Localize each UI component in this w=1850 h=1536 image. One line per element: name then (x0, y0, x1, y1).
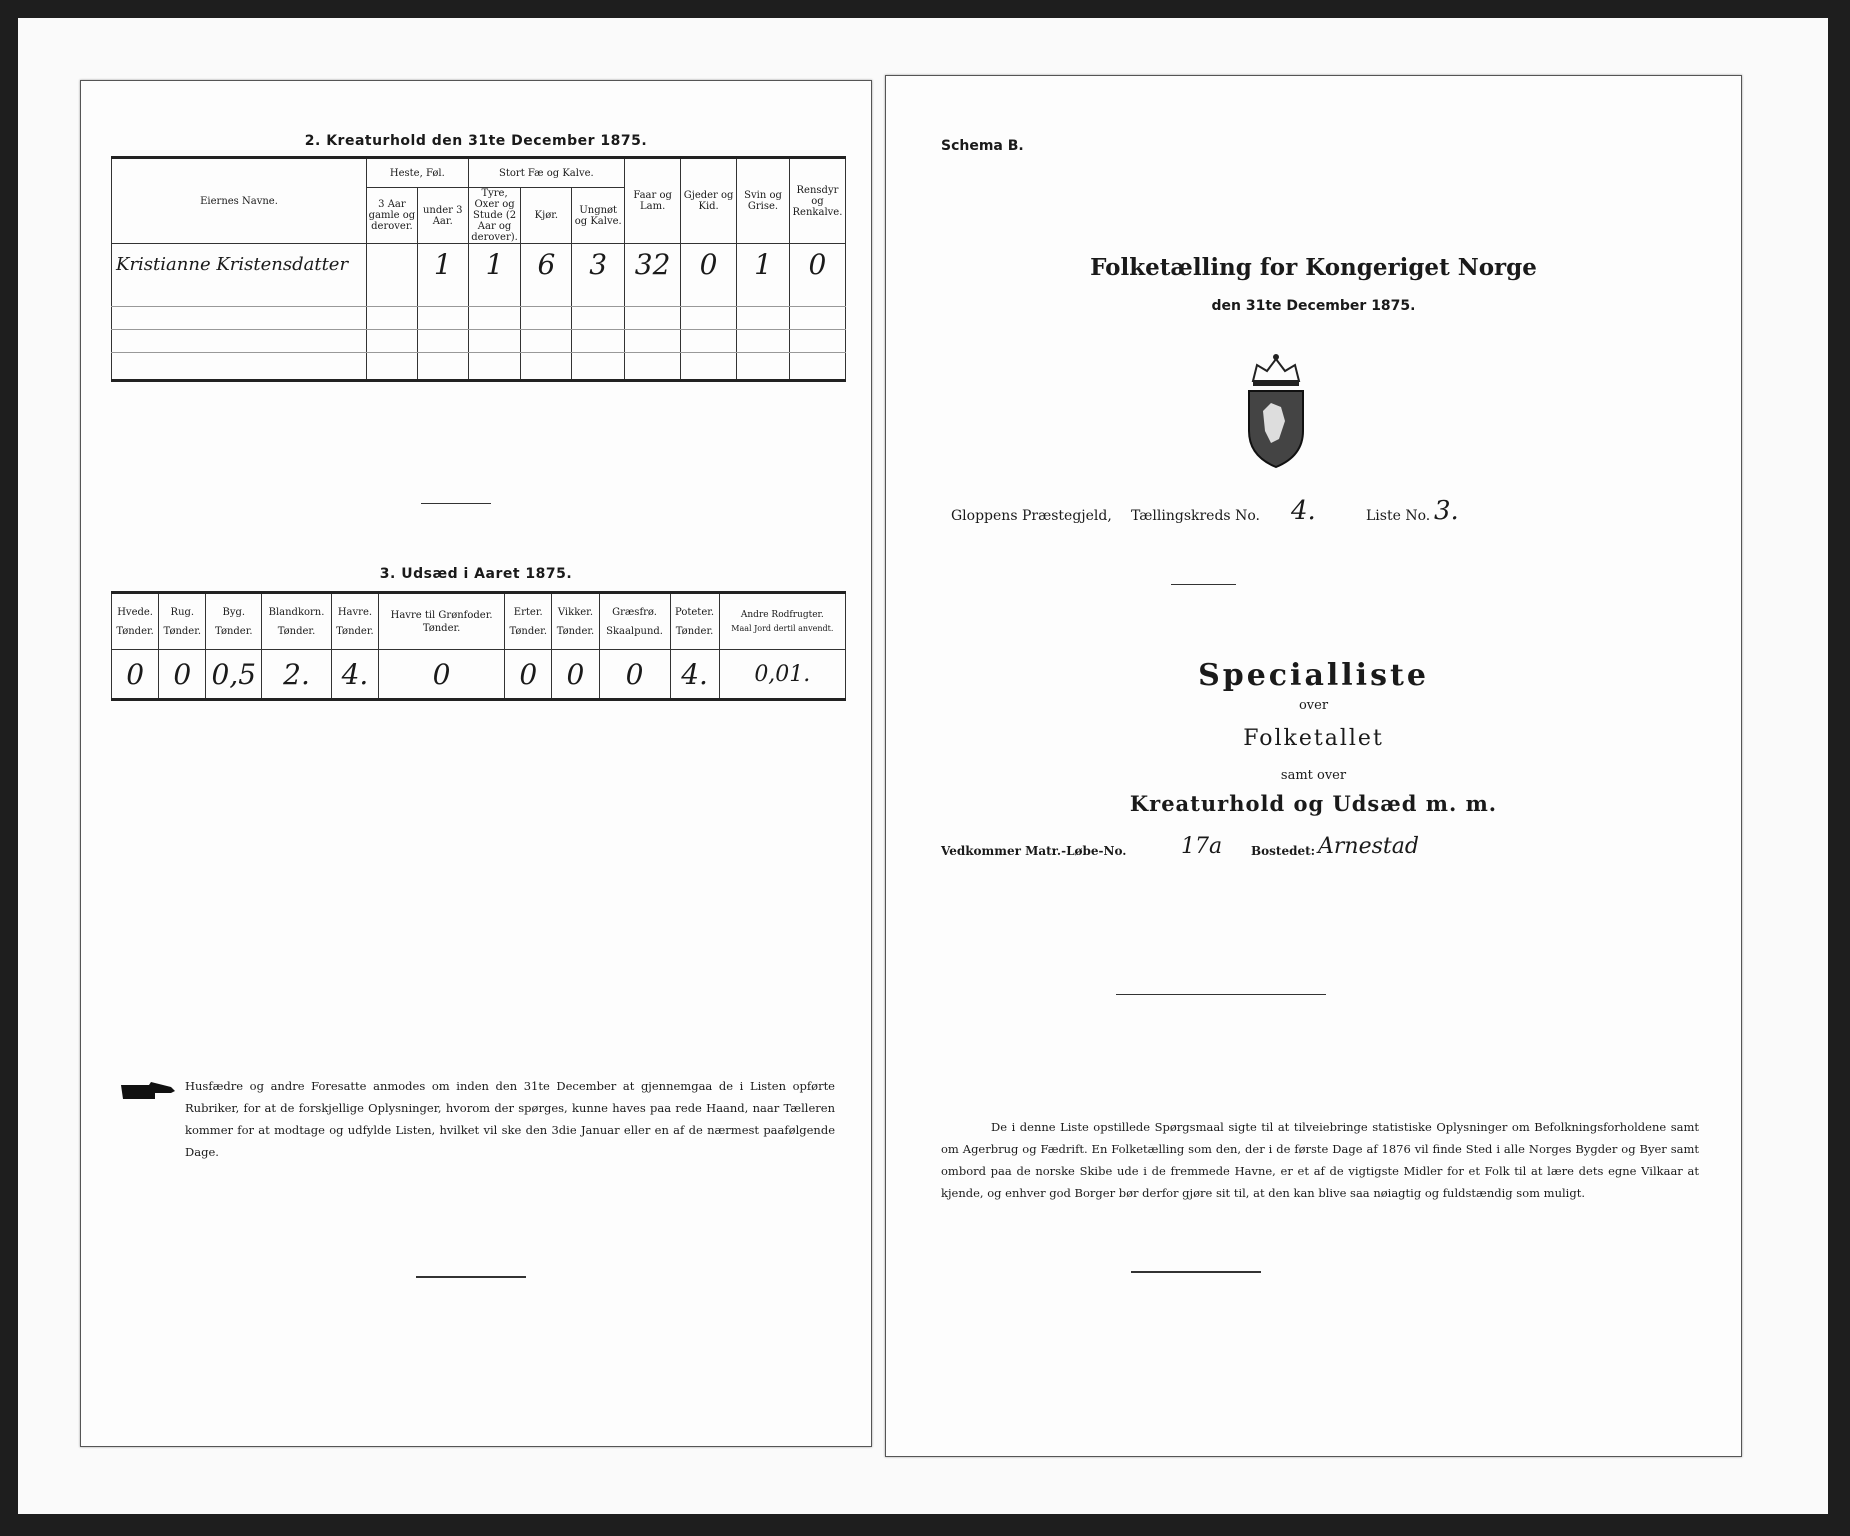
value-blandkorn: 2. (262, 650, 332, 700)
header-poteter: Poteter. Tønder. (670, 593, 719, 650)
divider (416, 1276, 526, 1278)
header-rensdyr: Rensdyr og Renkalve. (789, 158, 845, 244)
value-havre: 4. (331, 650, 378, 700)
value-heste-3aar (367, 244, 418, 285)
kreds-number: 4. (1291, 496, 1316, 526)
prestegjeld-label: Gloppens Præstegjeld, (951, 508, 1112, 524)
blank-row (112, 284, 846, 307)
liste-label: Liste No. (1366, 508, 1431, 524)
header-heste-3aar: 3 Aar gamle og derover. (367, 188, 418, 244)
coat-of-arms-icon (1241, 351, 1311, 471)
header-owner-name: Eiernes Navne. (112, 158, 367, 244)
seed-table (111, 591, 846, 701)
page-title: Folketælling for Kongeriget Norge (1090, 254, 1537, 281)
value-kjor: 6 (521, 244, 572, 285)
section-2-title: 2. Kreaturhold den 31te December 1875. (304, 133, 648, 149)
header-kjor: Kjør. (521, 188, 572, 244)
header-erter: Erter. Tønder. (505, 593, 552, 650)
section-3-title: 3. Udsæd i Aaret 1875. (379, 566, 573, 582)
value-ungnot: 3 (572, 244, 625, 285)
value-rensdyr: 0 (789, 244, 845, 285)
header-blandkorn: Blandkorn. Tønder. (262, 593, 332, 650)
value-erter: 0 (505, 650, 552, 700)
left-page (80, 80, 872, 1447)
right-page (885, 75, 1742, 1457)
header-heste: Heste, Føl. (367, 158, 469, 188)
divider (1116, 994, 1326, 995)
value-vikker: 0 (552, 650, 599, 700)
value-havre-gronfoder: 0 (379, 650, 505, 700)
pointing-hand-icon (119, 1079, 179, 1103)
header-faar: Faar og Lam. (625, 158, 681, 244)
matr-number: 17a (1181, 834, 1223, 859)
value-svin: 1 (737, 244, 790, 285)
header-gjeder: Gjeder og Kid. (681, 158, 737, 244)
header-havre: Havre. Tønder. (331, 593, 378, 650)
value-rug: 0 (159, 650, 206, 700)
header-byg: Byg. Tønder. (206, 593, 262, 650)
header-graesfro: Græsfrø. Skaalpund. (599, 593, 670, 650)
bostedet-label: Bostedet: (1251, 844, 1316, 858)
header-svin: Svin og Grise. (737, 158, 790, 244)
over-text-1: over (1298, 698, 1329, 713)
header-heste-under3: under 3 Aar. (417, 188, 468, 244)
value-hvede: 0 (112, 650, 159, 700)
value-andre-rodfrugter: 0,01. (719, 650, 845, 700)
value-tyre: 1 (468, 244, 521, 285)
value-gjeder: 0 (681, 244, 737, 285)
livestock-table (111, 156, 846, 382)
blank-row (112, 307, 846, 330)
value-faar: 32 (625, 244, 681, 285)
value-poteter: 4. (670, 650, 719, 700)
explanatory-paragraph: De i denne Liste opstillede Spørgsmaal sigte til at tilveiebringe statistiske Oplysninger om Befolkningsforholdene samt om Agerbrug og Fædrift. En Folketælling som den, der i de første Dage af 1876 vil finde Sted i alle Norges Bygder og Byer samt ombord paa de norske Skibe ude i de fremmede Havne, er et af de vigtigste Midler for et Folk til at lære dets egne Vilkaar at kjende, og enhver god Borger bør derfor gjøre sit til, at den kan blive saa nøiagtig og fuldstændig som muligt. (941, 1120, 1699, 1200)
kreaturhold-heading: Kreaturhold og Udsæd m. m. (1129, 791, 1498, 816)
samt-over-text: samt over (1280, 768, 1347, 783)
value-graesfro: 0 (599, 650, 670, 700)
divider (421, 503, 491, 504)
blank-row (112, 330, 846, 353)
liste-number: 3. (1434, 496, 1459, 526)
header-tyre: Tyre, Oxer og Stude (2 Aar og derover). (468, 188, 521, 244)
header-andre-rodfrugter: Andre Rodfrugter. Maal Jord dertil anvendt. (719, 593, 845, 650)
blank-row (112, 353, 846, 381)
header-hvede: Hvede. Tønder. (112, 593, 159, 650)
kreds-label: Tællingskreds No. (1131, 508, 1260, 524)
header-vikker: Vikker. Tønder. (552, 593, 599, 650)
header-ungnot: Ungnøt og Kalve. (572, 188, 625, 244)
divider (1131, 1271, 1261, 1273)
divider (1171, 584, 1236, 585)
value-byg: 0,5 (206, 650, 262, 700)
owner-name: Kristianne Kristensdatter (112, 244, 367, 285)
bostedet-value: Arnestad (1318, 834, 1419, 859)
page-subtitle: den 31te December 1875. (1211, 298, 1416, 314)
header-stort-fae: Stort Fæ og Kalve. (468, 158, 625, 188)
schema-label: Schema B. (941, 138, 1024, 154)
value-heste-under3: 1 (417, 244, 468, 285)
header-havre-gronfoder: Havre til Grønfoder. Tønder. (379, 593, 505, 650)
folketallet-heading: Folketallet (1243, 726, 1384, 751)
header-rug: Rug. Tønder. (159, 593, 206, 650)
specialliste-heading: Specialliste (1198, 658, 1429, 693)
notice-text: Husfædre og andre Foresatte anmodes om inden den 31te December at gjennemgaa de i Listen opførte Rubriker, for at de forskjellige Oplysninger, hvorom der spørges, kunne haves paa rede Haand, naar Tælleren kommer for at modtage og udfylde Listen, hvilket vil ske den 3die Januar eller en af de nærmest paafølgende Dage. (185, 1079, 835, 1159)
matr-label: Vedkommer Matr.-Løbe-No. (941, 844, 1127, 858)
